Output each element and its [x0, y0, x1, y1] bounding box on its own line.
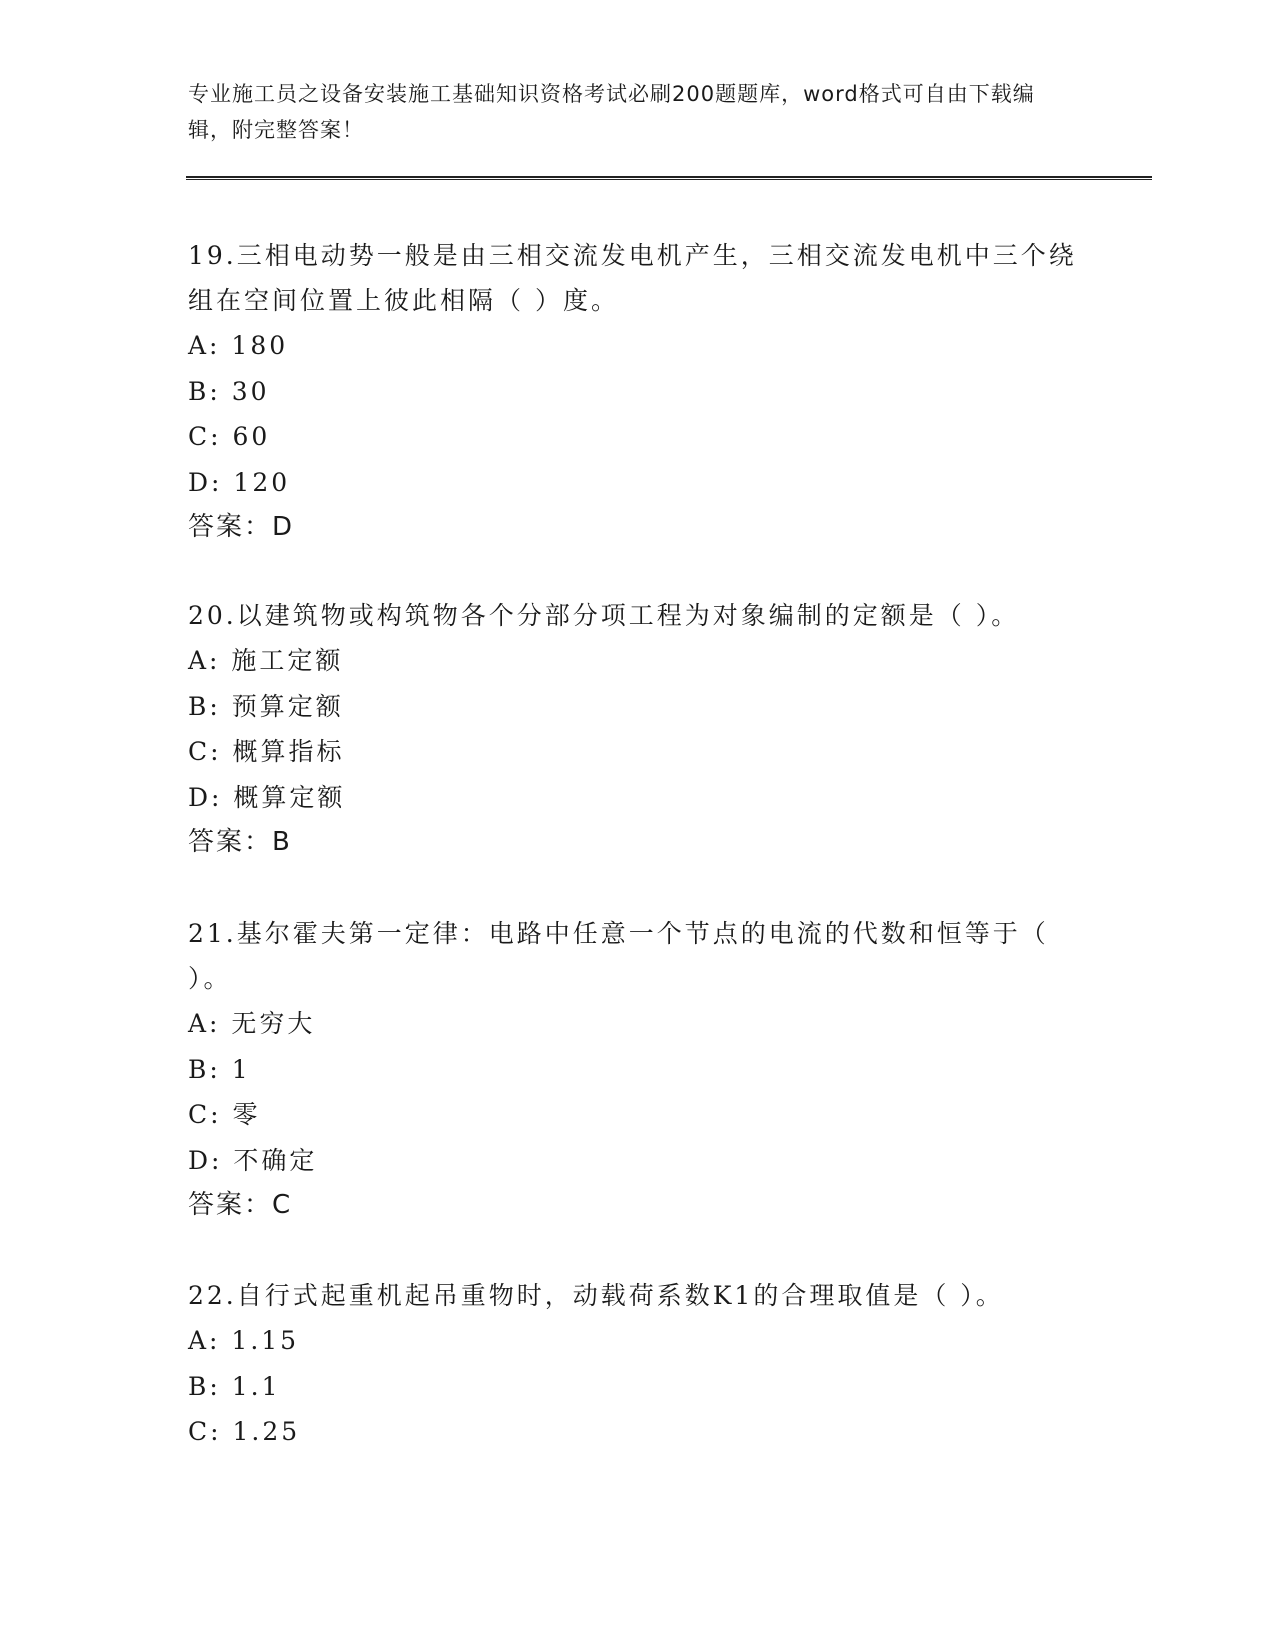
option-b: B: 预算定额	[188, 691, 344, 721]
question-stem: 21.基尔霍夫第一定律：电路中任意一个节点的电流的代数和恒等于（ ）。	[188, 919, 1049, 993]
option-a: A: 施工定额	[188, 646, 344, 675]
option-c: C: 1.25	[188, 1417, 301, 1446]
option-a: A: 180	[188, 331, 289, 360]
question-stem: 20.以建筑物或构筑物各个分部分项工程为对象编制的定额是（ ）。	[188, 601, 1020, 630]
option-b: B: 30	[188, 376, 270, 406]
option-a: A: 无穷大	[188, 1009, 316, 1038]
question-stem: 19.三相电动势一般是由三相交流发电机产生，三相交流发电机中三个绕组在空间位置上彼此相隔（ ）度。	[188, 241, 1077, 315]
question-19	[188, 233, 1088, 550]
answer: 答案：D	[188, 512, 295, 542]
option-d: D: 概算定额	[188, 782, 346, 812]
question-21	[188, 911, 1088, 1228]
question-20	[188, 593, 1088, 865]
option-c: C: 概算指标	[188, 737, 345, 766]
question-22	[188, 1273, 1088, 1455]
document-header: 专业施工员之设备安装施工基础知识资格考试必刷200题题库，word格式可自由下载编辑，附完整答案！	[188, 82, 1035, 142]
option-b: B: 1.1	[188, 1371, 281, 1401]
answer: 答案：B	[188, 827, 292, 857]
question-stem: 22.自行式起重机起吊重物时，动载荷系数K1的合理取值是（ ）。	[188, 1281, 1004, 1310]
option-c: C: 60	[188, 422, 271, 451]
option-b: B: 1	[188, 1054, 251, 1084]
header-divider	[186, 176, 1152, 180]
option-d: D: 120	[188, 467, 291, 497]
answer: 答案：C	[188, 1190, 293, 1220]
option-d: D: 不确定	[188, 1145, 318, 1175]
option-a: A: 1.15	[188, 1326, 300, 1355]
option-c: C: 零	[188, 1100, 261, 1129]
